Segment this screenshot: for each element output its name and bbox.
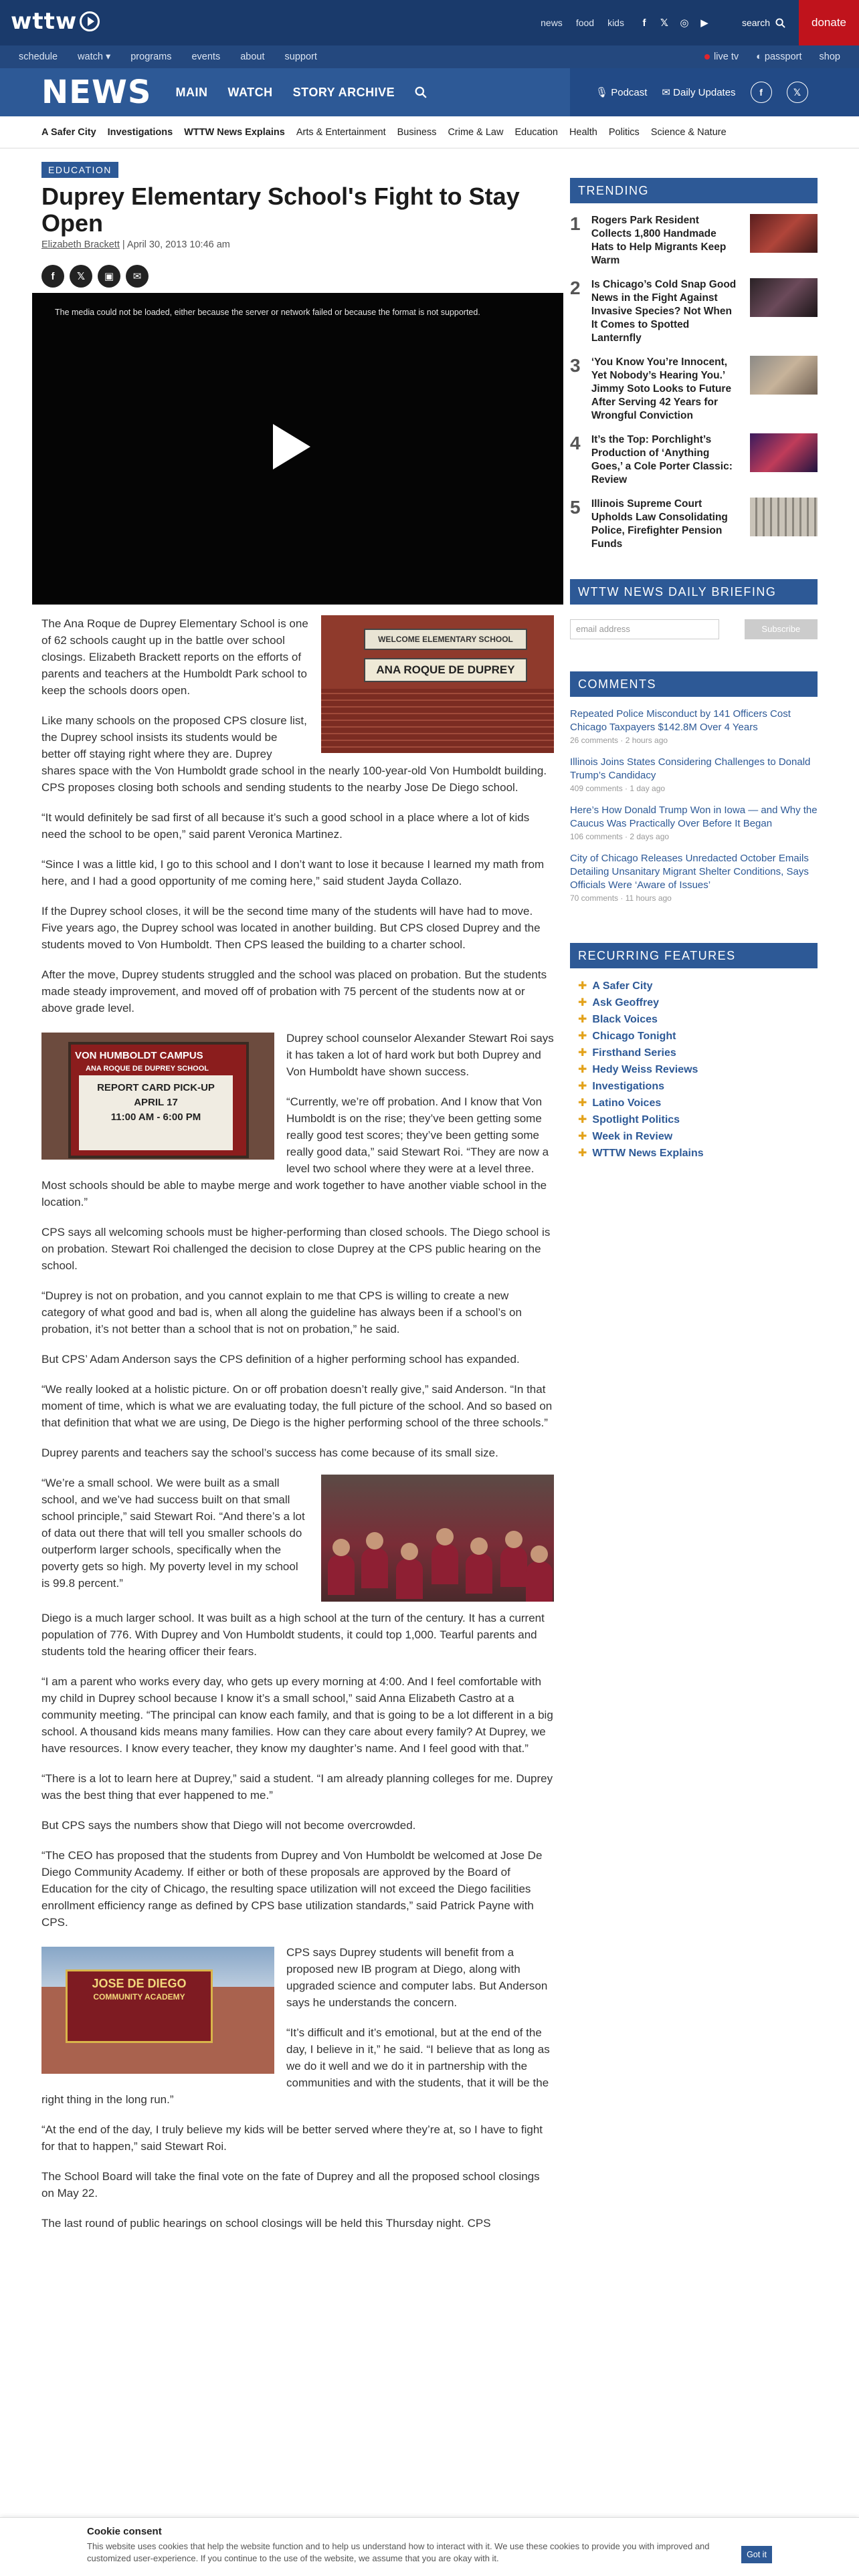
play-circle-icon <box>80 11 100 31</box>
article-headline: Duprey Elementary School's Fight to Stay Open <box>41 183 520 237</box>
category-health[interactable]: Health <box>569 126 597 138</box>
top-link-kids[interactable]: kids <box>607 17 624 28</box>
recurring-item[interactable] <box>578 1028 818 1045</box>
video-error-message: The media could not be loaded, either because the server or network failed or because the format is not supported. <box>55 308 480 317</box>
passport-icon: ◐ <box>756 51 765 62</box>
photo-person <box>396 1559 423 1599</box>
photo-diego-sign-line: COMMUNITY ACADEMY <box>93 1992 185 2002</box>
photo-person <box>361 1548 388 1588</box>
article-paragraph: “At the end of the day, I truly believe my kids will be better served where they’re at, so I have to fight for that to happen,” said Stewart Roi. <box>41 2123 543 2153</box>
youtube-icon[interactable]: ▶ <box>700 17 708 29</box>
trending-number: 2 <box>570 278 581 298</box>
photo-person <box>526 1562 553 1602</box>
article-paragraph: “It would definitely be sad first of all because it’s such a good school in a place where a lot of kids need the school to be open,” said parent Veronica Martinez. <box>41 811 530 841</box>
plus-icon: ✚ <box>578 1047 587 1059</box>
plus-icon: ✚ <box>578 1131 587 1142</box>
microphone-icon: 🎙 <box>595 87 611 98</box>
search-icon[interactable] <box>415 86 427 98</box>
article-paragraph: “We really looked at a holistic picture. On or off probation doesn’t really give,” said Anderson. “In that moment of time, which is what we are evaluating today, the full picture of the school. And so based on that definition that what we are using, De Diego is the higher performing school of the three schools.” <box>41 1383 553 1429</box>
comments-heading: COMMENTS <box>570 671 818 697</box>
article-paragraph: “We’re a small school. We were built as a small school, and we’ve had success built on that small school principle,” said Stewart Roi. “And there’s a lot of data out there that will tell you smaller schools do outperform larger schools, specifically when the poverty gets so high. My poverty level in my school is 99.8 percent.” <box>41 1477 305 1590</box>
trending-thumbnail[interactable] <box>750 433 818 472</box>
comment-item <box>570 804 818 841</box>
x-icon[interactable]: 𝕏 <box>787 82 808 103</box>
subnav-support[interactable]: support <box>284 51 317 62</box>
comment-article-link[interactable]: Here’s How Donald Trump Won in Iowa — and Why the Caucus Was Practically Over Before It Began <box>570 804 818 829</box>
recurring-item[interactable] <box>578 1145 818 1162</box>
author-link[interactable]: Elizabeth Brackett <box>41 239 120 250</box>
comment-meta: 26 comments · 2 hours ago <box>570 736 668 745</box>
article-header <box>41 162 563 288</box>
article-paragraph: CPS says all welcoming schools must be higher-performing than closed schools. The Diego school is on probation. Stewart Roi challenged the decision to close Duprey at the CPS public hearing on the school. <box>41 1226 551 1272</box>
site-header <box>0 0 859 45</box>
trending-thumbnail[interactable] <box>750 278 818 317</box>
recurring-item[interactable] <box>578 978 818 994</box>
recurring-link[interactable]: Latino Voices <box>592 1097 662 1109</box>
photo-welcome-sign: WELCOME ELEMENTARY SCHOOL <box>364 629 527 650</box>
plus-icon: ✚ <box>578 1081 587 1092</box>
article-paragraph: Duprey parents and teachers say the school’s success has come because of its small size. <box>41 1446 498 1459</box>
search-label: search <box>741 17 770 28</box>
article-paragraph: The last round of public hearings on school closings will be held this Thursday night. CPS <box>41 2217 491 2230</box>
photo-person <box>328 1555 355 1595</box>
flipboard-share-icon[interactable]: ▣ <box>98 265 120 288</box>
cookie-body: This website uses cookies that help the website function and to help us understand how to interact with it. We use these cookies to provide you with improved and customized user-experience. If you continue to the use of the website, we assume that you are okay with it. <box>87 2541 710 2563</box>
category-wttw-news-explains[interactable]: WTTW News Explains <box>184 126 285 138</box>
facebook-icon[interactable]: f <box>642 17 646 29</box>
plus-icon: ✚ <box>578 1148 587 1159</box>
article-paragraph: “There is a lot to learn here at Duprey,” said a student. “I am already planning colleges for me. Duprey was the best thing that ever happened to me.” <box>41 1772 553 1802</box>
category-politics[interactable]: Politics <box>608 126 640 138</box>
cookie-banner <box>0 2517 859 2576</box>
article-paragraph: “Since I was a little kid, I go to this school and I don’t want to lose it because I learned my math from here, and I had a good opportunity of me coming here,” said student Jayda Collazo. <box>41 858 545 887</box>
news-nav-main[interactable]: MAIN <box>175 85 208 99</box>
comment-meta: 70 comments · 11 hours ago <box>570 893 672 903</box>
recurring-item[interactable] <box>578 1111 818 1128</box>
article-paragraph: The Ana Roque de Duprey Elementary School is one of 62 schools caught up in the battle over school closings. Elizabeth Brackett reports on the efforts of parents and teachers at the Humboldt Park school to keep the schools doors open. <box>41 617 308 697</box>
community-meeting-photo <box>321 1475 554 1602</box>
photo-notice-panel <box>79 1075 233 1150</box>
photo-person <box>436 1528 454 1545</box>
photo-person <box>432 1544 458 1584</box>
photo-school-name-sign: ANA ROQUE DE DUPREY <box>364 658 527 682</box>
podcast-label: Podcast <box>611 87 648 98</box>
category-education[interactable]: Education <box>514 126 558 138</box>
photo-person <box>466 1553 492 1594</box>
facebook-share-icon[interactable]: f <box>41 265 64 288</box>
photo-person <box>366 1532 383 1549</box>
subscribe-button[interactable]: Subscribe <box>745 619 818 639</box>
recurring-link[interactable]: Black Voices <box>592 1014 658 1025</box>
trending-title[interactable]: Illinois Supreme Court Upholds Law Consolidating Police, Firefighter Pension Funds <box>591 498 728 550</box>
photo-brick-wall <box>321 689 554 753</box>
logo-text: wttw <box>11 8 78 35</box>
category-business[interactable]: Business <box>397 126 437 138</box>
shop-link[interactable]: shop <box>819 51 840 62</box>
subnav-programs[interactable]: programs <box>130 51 172 62</box>
trending-number: 3 <box>570 355 581 376</box>
publish-date: | April 30, 2013 10:46 am <box>122 239 230 250</box>
plus-icon: ✚ <box>578 1114 587 1125</box>
section-badge[interactable]: EDUCATION <box>41 162 118 178</box>
article-paragraph: “The CEO has proposed that the students from Duprey and Von Humboldt be welcomed at Jose De Diego Community Academy. If either or both of these proposals are approved by the Board of Education for the city of Chicago, the resulting space utilization will not exceed the Diego facilities enrollment efficiency range as defined by CPS base utilization standards,” said Patrick Payne with CPS. <box>41 1849 543 1929</box>
category-arts[interactable]: Arts & Entertainment <box>296 126 386 138</box>
comment-item <box>570 756 818 793</box>
photo-notice-line: APRIL 17 <box>134 1097 178 1108</box>
instagram-icon[interactable]: ◎ <box>680 17 689 29</box>
recurring-item[interactable] <box>578 1128 818 1145</box>
search-button[interactable] <box>742 17 785 28</box>
photo-person <box>505 1531 522 1548</box>
category-a-safer-city[interactable]: A Safer City <box>41 126 96 138</box>
comment-article-link[interactable]: Repeated Police Misconduct by 141 Officers Cost Chicago Taxpayers $142.8M Over 4 Years <box>570 708 791 733</box>
news-nav-watch[interactable]: WATCH <box>227 85 273 99</box>
plus-icon: ✚ <box>578 1031 587 1042</box>
photo-diego-sign-line: JOSE DE DIEGO <box>92 1977 187 1990</box>
comment-article-link[interactable]: Illinois Joins States Considering Challenges to Donald Trump’s Candidacy <box>570 756 811 781</box>
photo-school-subtitle: ANA ROQUE DE DUPREY SCHOOL <box>86 1065 209 1073</box>
briefing-form <box>570 619 818 639</box>
trending-title[interactable]: Is Chicago’s Cold Snap Good News in the Fight Against Invasive Species? Not When It Comes to Spotted Lanternfly <box>591 279 737 344</box>
x-icon[interactable]: 𝕏 <box>660 17 669 29</box>
cookie-title: Cookie consent <box>87 2526 162 2537</box>
video-player[interactable] <box>32 293 563 605</box>
article-paragraph: The School Board will take the final vote on the fate of Duprey and all the proposed school closings on May 22. <box>41 2170 540 2199</box>
plus-icon: ✚ <box>578 1014 587 1025</box>
cookie-accept-button[interactable]: Got it <box>741 2546 772 2563</box>
live-tv-label: live tv <box>714 51 739 62</box>
category-investigations[interactable]: Investigations <box>107 126 173 138</box>
article-paragraph: Duprey school counselor Alexander Stewart Roi says it has taken a lot of hard work but both Duprey and Von Humboldt have shown success. <box>286 1032 554 1078</box>
recurring-item[interactable] <box>578 994 818 1011</box>
daily-updates-link[interactable] <box>662 86 735 98</box>
top-link-food[interactable]: food <box>575 17 595 28</box>
podcast-link[interactable] <box>595 86 647 98</box>
de-diego-sign-photo <box>41 1947 274 2074</box>
recurring-item[interactable] <box>578 1045 818 1061</box>
passport-link[interactable] <box>756 51 801 62</box>
photo-notice-line: REPORT CARD PICK-UP <box>97 1082 215 1093</box>
category-science-nature[interactable]: Science & Nature <box>650 126 727 138</box>
subnav-schedule[interactable]: schedule <box>19 51 58 62</box>
comment-article-link[interactable]: City of Chicago Releases Unredacted October Emails Detailing Unsanitary Migrant Shelter Conditions, Says Officials Were ‘Aware of Issues’ <box>570 853 809 891</box>
article-body <box>41 615 554 2245</box>
donate-button[interactable]: donate <box>799 0 859 45</box>
top-links <box>541 0 785 45</box>
briefing-heading: WTTW NEWS DAILY BRIEFING <box>570 579 818 605</box>
category-bar <box>0 116 859 148</box>
article-paragraph: “Duprey is not on probation, and you cannot explain to me that CPS is willing to create a new category of what good and bad is, when all along the guideline has always been if a school’s on probation, it’s not better than a school that is not on probation,” he said. <box>41 1289 522 1335</box>
trending-number: 1 <box>570 213 581 234</box>
email-share-icon[interactable]: ✉ <box>126 265 149 288</box>
live-dot-icon <box>704 54 710 60</box>
recurring-item[interactable] <box>578 1078 818 1095</box>
photo-person <box>500 1547 527 1587</box>
trending-title[interactable]: It’s the Top: Porchlight’s Production of ‘Anything Goes,’ a Cole Porter Classic: Review <box>591 434 733 486</box>
share-buttons <box>41 265 563 288</box>
plus-icon: ✚ <box>578 997 587 1008</box>
article-paragraph: “I am a parent who works every day, who gets up every morning at 4:00. And I feel comfortable with my child in Duprey school because I know it’s a small school,” said Anna Elizabeth Castro at a community meeting. “The principal can know each family, and that is going to be a lot different in a big school. A thousand kids means many families. How can they care about every family? At Duprey, we have resources. I know every teacher, they know my daughter’s name. And I feel good with that.” <box>41 1675 553 1755</box>
recurring-link[interactable]: Ask Geoffrey <box>592 997 659 1008</box>
sub-navigation <box>0 45 859 68</box>
article-paragraph: CPS says Duprey students will benefit from a proposed new IB program at Diego, along with upgraded science and computer labs. But Anderson says he understands the concern. <box>286 1946 548 2009</box>
facebook-icon[interactable]: f <box>751 82 772 103</box>
photo-person <box>332 1539 350 1556</box>
plus-icon: ✚ <box>578 1097 587 1109</box>
school-sign-photo <box>321 615 554 753</box>
comment-meta: 409 comments · 1 day ago <box>570 784 666 793</box>
recurring-list <box>570 978 818 1162</box>
recurring-item[interactable] <box>578 1095 818 1111</box>
live-tv-link[interactable] <box>704 51 739 62</box>
comment-item <box>570 852 818 903</box>
article-paragraph: “It’s difficult and it’s emotional, but at the end of the day, I believe in it,” he said. “I believe that as long as we do it well and we do it in partnership with the communities and with the students, that it will be the right thing in the long run.” <box>41 2026 550 2106</box>
trending-number: 4 <box>570 433 581 453</box>
trending-title[interactable]: Rogers Park Resident Collects 1,800 Handmade Hats to Help Migrants Keep Warm <box>591 215 727 266</box>
photo-person <box>470 1537 488 1555</box>
category-crime-law[interactable]: Crime & Law <box>448 126 504 138</box>
article-paragraph: Like many schools on the proposed CPS closure list, the Duprey school insists its students would be better off staying right where they are. Duprey shares space with the Von Humboldt grade school in the nearly 100-year-old Von Humboldt building. CPS proposes closing both schools and sending students to the nearby Jose De Diego school. <box>41 714 547 794</box>
search-icon <box>775 18 785 28</box>
trending-title[interactable]: ‘You Know You’re Innocent, Yet Nobody’s Hearing You.’ Jimmy Soto Looks to Future After Serving 42 Years for Wrongful Conviction <box>591 356 732 421</box>
recurring-link[interactable]: Chicago Tonight <box>592 1031 676 1042</box>
news-header <box>0 68 859 116</box>
recurring-features <box>570 943 818 1162</box>
subnav-events[interactable]: events <box>191 51 221 62</box>
trending-thumbnail[interactable] <box>750 356 818 395</box>
photo-notice-line: 11:00 AM - 6:00 PM <box>110 1111 201 1123</box>
recurring-link[interactable]: Week in Review <box>592 1131 673 1142</box>
news-logo[interactable]: NEWS <box>41 74 152 111</box>
comment-meta: 106 comments · 2 days ago <box>570 832 670 841</box>
subnav-about[interactable]: about <box>240 51 265 62</box>
email-field[interactable]: email address <box>570 619 719 639</box>
article-paragraph: “Currently, we’re off probation. And I know that Von Humboldt is on the rise; they’ve been getting some really good test scores; they’ve been getting some really good data,” said Stewart Roi. “They are now a level two school where they were at a level three. Most schools should be able to maybe merge and work together to have another viable school in the location.” <box>41 1095 549 1208</box>
daily-briefing <box>570 579 818 639</box>
right-rail <box>570 178 818 1162</box>
recurring-item[interactable] <box>578 1011 818 1028</box>
trending-heading: TRENDING <box>570 178 818 203</box>
trending-thumbnail[interactable] <box>750 214 818 253</box>
trending-item[interactable] <box>570 498 818 551</box>
trending-item[interactable] <box>570 433 818 487</box>
recurring-link[interactable]: Hedy Weiss Reviews <box>592 1064 698 1075</box>
plus-icon: ✚ <box>578 980 587 992</box>
recurring-link[interactable]: A Safer City <box>592 980 653 992</box>
recurring-link[interactable]: Spotlight Politics <box>592 1114 680 1125</box>
comments-widget <box>570 671 818 903</box>
top-link-news[interactable]: news <box>541 17 563 28</box>
article-paragraph: Diego is a much larger school. It was built as a high school at the turn of the century. It has a current population of 776. With Duprey and Von Humboldt students, it could top 1,000. Tearful parents and students told the hearing officer their fears. <box>41 1612 545 1658</box>
passport-label: passport <box>764 51 802 62</box>
subnav-watch[interactable]: watch ▾ <box>78 51 111 62</box>
trending-thumbnail[interactable] <box>750 498 818 536</box>
photo-campus-name: VON HUMBOLDT CAMPUS <box>75 1050 203 1061</box>
recurring-item[interactable] <box>578 1061 818 1078</box>
trending-number: 5 <box>570 497 581 518</box>
play-icon[interactable] <box>273 424 310 469</box>
trending-item[interactable] <box>570 214 818 267</box>
article-paragraph: But CPS’ Adam Anderson says the CPS definition of a higher performing school has expanded. <box>41 1353 520 1366</box>
article-paragraph: But CPS says the numbers show that Diego will not become overcrowded. <box>41 1819 416 1832</box>
article-paragraph: If the Duprey school closes, it will be the second time many of the students will have had to move. Five years ago, the Duprey school was located in another building. But CPS closed Duprey and the students moved to Von Humboldt. Then CPS leased the building to a charter school. <box>41 905 541 951</box>
trending-item[interactable] <box>570 278 818 345</box>
byline <box>41 239 563 250</box>
photo-person <box>531 1545 548 1563</box>
article-paragraph: After the move, Duprey students struggled and the school was placed on probation. But the students made steady improvement, and moved off of probation with 75 percent of the students now at or above grade level. <box>41 968 547 1014</box>
wttw-logo[interactable] <box>11 8 100 35</box>
photo-person <box>401 1543 418 1560</box>
recurring-link[interactable]: Firsthand Series <box>592 1047 676 1059</box>
news-nav-story-archive[interactable]: STORY ARCHIVE <box>292 85 395 99</box>
trending-item[interactable] <box>570 356 818 423</box>
photo-diego-sign <box>66 1969 213 2043</box>
recurring-link[interactable]: WTTW News Explains <box>592 1148 704 1159</box>
recurring-link[interactable]: Investigations <box>592 1081 664 1092</box>
envelope-icon: ✉ <box>662 87 674 98</box>
comment-item <box>570 708 818 745</box>
campus-sign-photo <box>41 1033 274 1160</box>
daily-updates-label: Daily Updates <box>673 87 736 98</box>
recurring-heading: RECURRING FEATURES <box>570 943 818 968</box>
x-share-icon[interactable]: 𝕏 <box>70 265 92 288</box>
plus-icon: ✚ <box>578 1064 587 1075</box>
